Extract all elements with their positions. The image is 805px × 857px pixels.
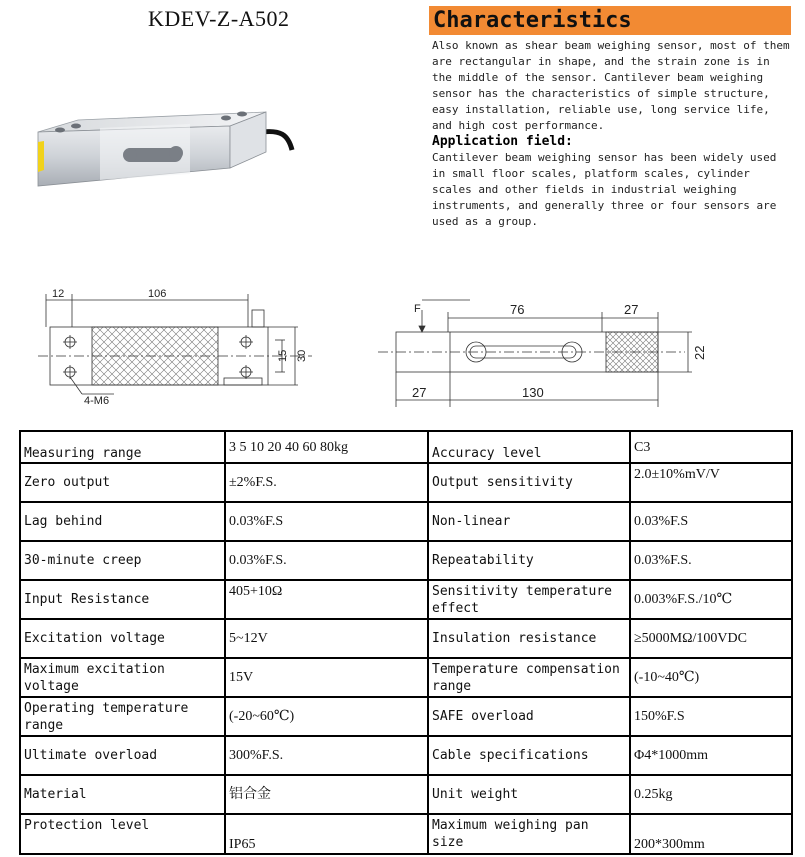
- spec-value: 15V: [225, 658, 428, 697]
- spec-value: 150%F.S: [630, 697, 792, 736]
- force-label: F: [414, 303, 421, 315]
- spec-label: Non-linear: [428, 502, 630, 541]
- table-row: [20, 619, 792, 658]
- dim-12-label: 12: [52, 288, 65, 300]
- spec-label: Sensitivity temperature effect: [428, 580, 630, 619]
- top-view-drawing: [20, 282, 320, 407]
- spec-value: 0.03%F.S: [630, 502, 792, 541]
- spec-label: Temperature compensation range: [428, 658, 630, 697]
- spec-table: [19, 430, 793, 855]
- spec-value: IP65: [225, 814, 428, 854]
- spec-label: Operating temperature range: [20, 697, 225, 736]
- spec-value: 0.003%F.S./10℃: [630, 580, 792, 619]
- spec-value: Φ4*1000mm: [630, 736, 792, 775]
- spec-value: 5~12V: [225, 619, 428, 658]
- dim-76-label: 76: [510, 302, 525, 317]
- dim-30-label: 30: [296, 349, 308, 362]
- spec-label: Output sensitivity: [428, 463, 630, 502]
- dim-27-bottom-label: 27: [412, 385, 427, 400]
- table-row: [20, 541, 792, 580]
- characteristics-heading: Characteristics: [429, 6, 791, 35]
- spec-label: Measuring range: [20, 431, 225, 463]
- spec-label: Repeatability: [428, 541, 630, 580]
- spec-value: 0.03%F.S.: [630, 541, 792, 580]
- side-view-drawing: [370, 292, 710, 412]
- spec-label: Cable specifications: [428, 736, 630, 775]
- dim-15-label: 15: [277, 349, 289, 362]
- spec-label: Accuracy level: [428, 431, 630, 463]
- characteristics-description: Also known as shear beam weighing sensor, most of them are rectangular in shape, and the strain zone is in the middle of the sensor. Cantilever beam weighing sensor has the characteristics of simple structure, easy installation, reliable use, long service life, and high cost performance.: [432, 39, 790, 132]
- dim-130-label: 130: [522, 385, 544, 400]
- spec-value: 0.03%F.S: [225, 502, 428, 541]
- spec-value: 0.03%F.S.: [225, 541, 428, 580]
- spec-label: Protection level: [20, 814, 225, 854]
- spec-label: Input Resistance: [20, 580, 225, 619]
- table-row: [20, 814, 792, 854]
- spec-value: ±2%F.S.: [225, 463, 428, 502]
- spec-label: Excitation voltage: [20, 619, 225, 658]
- characteristics-section: [432, 38, 792, 230]
- table-row: [20, 697, 792, 736]
- spec-label: Material: [20, 775, 225, 814]
- spec-value: (-10~40℃): [630, 658, 792, 697]
- spec-label: Zero output: [20, 463, 225, 502]
- product-title: KDEV-Z-A502: [148, 6, 290, 31]
- spec-value: (-20~60℃): [225, 697, 428, 736]
- spec-value: 2.0±10%mV/V: [630, 463, 792, 502]
- spec-label: Insulation resistance: [428, 619, 630, 658]
- dim-27-top-label: 27: [624, 302, 639, 317]
- application-heading: Application field:: [432, 134, 573, 149]
- dim-106-label: 106: [148, 288, 167, 300]
- table-row: [20, 736, 792, 775]
- table-row: [20, 580, 792, 619]
- spec-value: 300%F.S.: [225, 736, 428, 775]
- spec-label: 30-minute creep: [20, 541, 225, 580]
- dim-22-label: 22: [692, 345, 707, 360]
- spec-value: 3 5 10 20 40 60 80kg: [225, 431, 428, 463]
- table-row: [20, 658, 792, 697]
- thread-label: 4-M6: [84, 395, 110, 407]
- spec-label: Ultimate overload: [20, 736, 225, 775]
- spec-label: SAFE overload: [428, 697, 630, 736]
- spec-value: C3: [630, 431, 792, 463]
- spec-label: Unit weight: [428, 775, 630, 814]
- spec-value: 405+10Ω: [225, 580, 428, 619]
- spec-value: 铝合金: [225, 775, 428, 814]
- spec-label: Maximum excitation voltage: [20, 658, 225, 697]
- spec-label: Lag behind: [20, 502, 225, 541]
- spec-label: Maximum weighing pan size: [428, 814, 630, 854]
- spec-value: 200*300mm: [630, 814, 792, 854]
- spec-value: 0.25kg: [630, 775, 792, 814]
- load-cell-photo: [30, 90, 300, 220]
- table-row: [20, 502, 792, 541]
- application-description: Cantilever beam weighing sensor has been widely used in small floor scales, platform scales, cylinder scales and other fields in industrial weighing instruments, and generally three or four sensors are used as a group.: [432, 151, 777, 228]
- spec-value: ≥5000MΩ/100VDC: [630, 619, 792, 658]
- table-row: [20, 775, 792, 814]
- table-row: [20, 463, 792, 502]
- table-row: [20, 431, 792, 463]
